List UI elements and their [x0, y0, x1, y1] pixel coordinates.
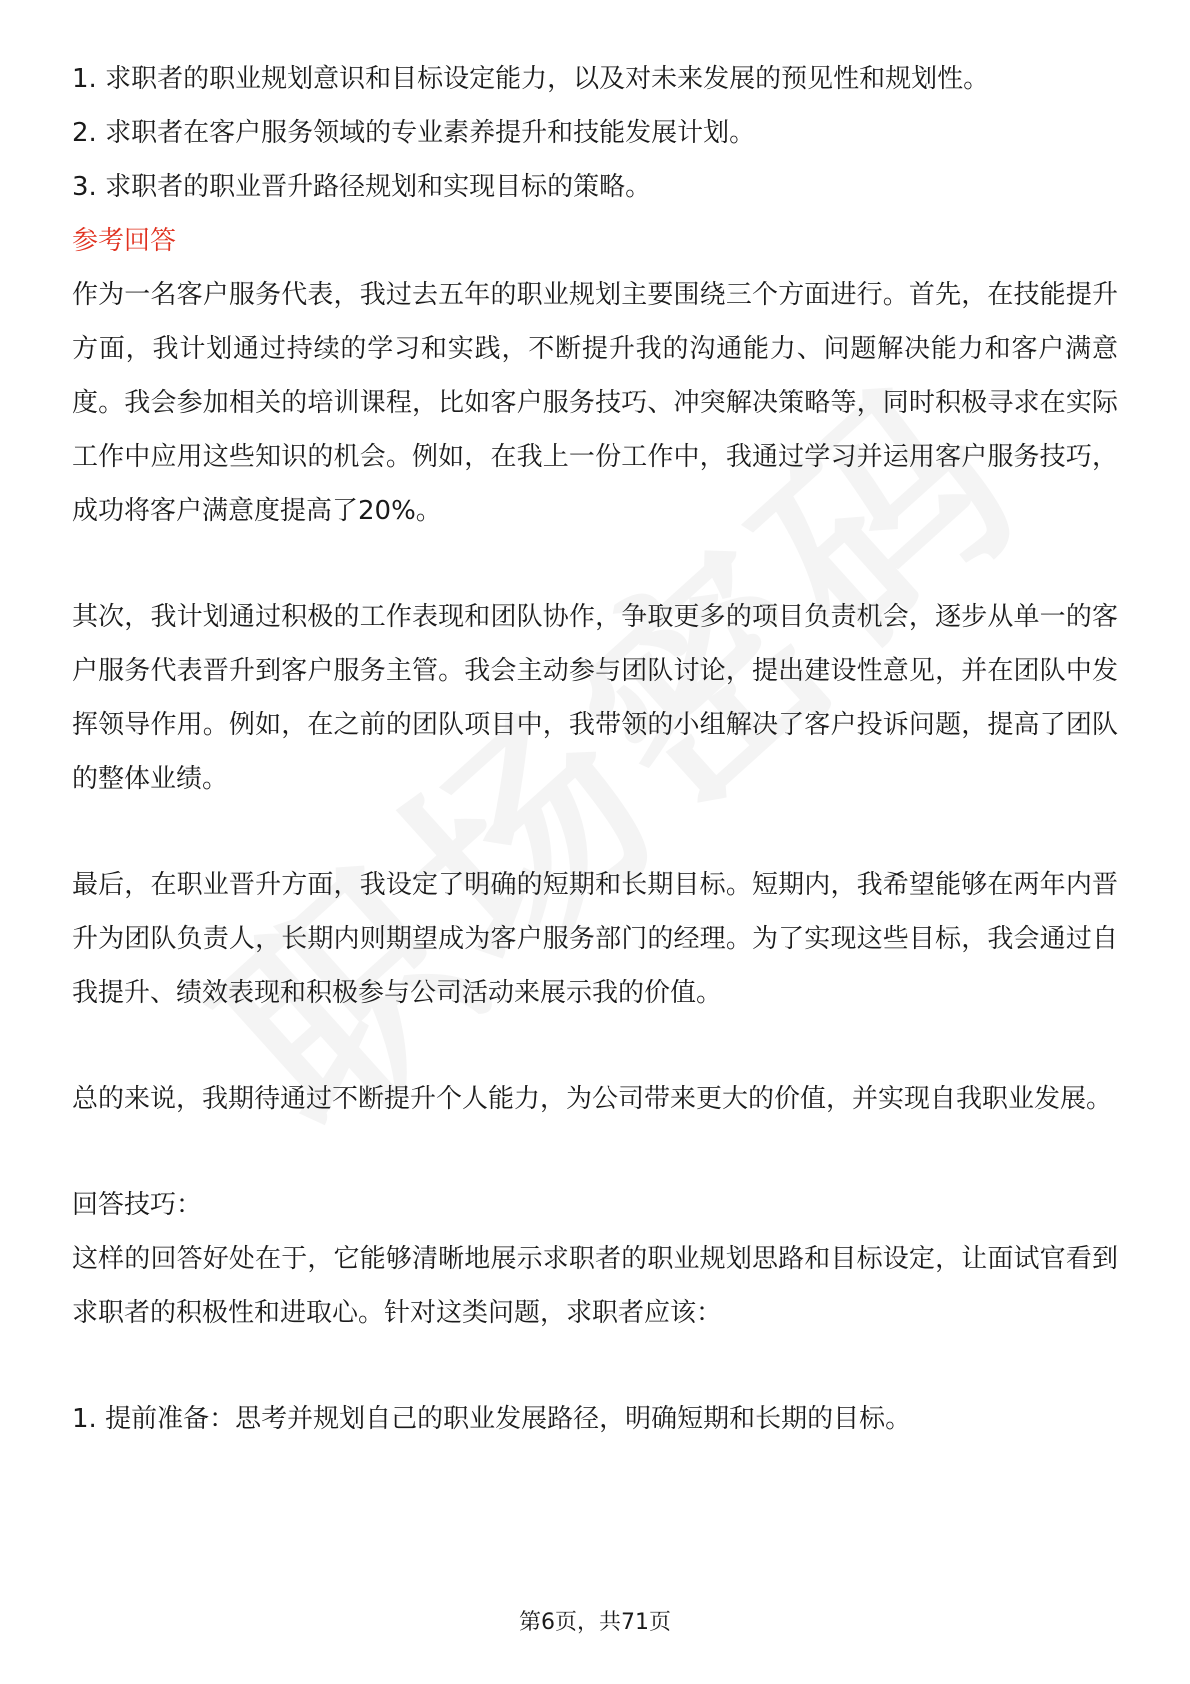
point-item: 3. 求职者的职业晋升路径规划和实现目标的策略。 [72, 172, 652, 202]
tips-intro: 这样的回答好处在于，它能够清晰地展示求职者的职业规划思路和目标设定，让面试官看到求职者的积极性和进取心。针对这类问题，求职者应该： [72, 1244, 1118, 1328]
answer-paragraph: 作为一名客户服务代表，我过去五年的职业规划主要围绕三个方面进行。首先，在技能提升方面，我计划通过持续的学习和实践，不断提升我的沟通能力、问题解决能力和客户满意度。我会参加相关的培训课程，比如客户服务技巧、冲突解决策略等，同时积极寻求在实际工作中应用这些知识的机会。例如，在我上一份工作中，我通过学习并运用客户服务技巧，成功将客户满意度提高了20%。 [72, 280, 1118, 526]
point-item: 2. 求职者在客户服务领域的专业素养提升和技能发展计划。 [72, 118, 756, 148]
point-item: 1. 求职者的职业规划意识和目标设定能力，以及对未来发展的预见性和规划性。 [72, 64, 990, 94]
reference-answer-heading: 参考回答 [72, 226, 177, 256]
answer-paragraph: 最后，在职业晋升方面，我设定了明确的短期和长期目标。短期内，我希望能够在两年内晋升为团队负责人，长期内则期望成为客户服务部门的经理。为了实现这些目标，我会通过自我提升、绩效表现和积极参与公司活动来展示我的价值。 [72, 870, 1118, 1008]
answer-paragraph: 总的来说，我期待通过不断提升个人能力，为公司带来更大的价值，并实现自我职业发展。 [72, 1084, 1113, 1114]
page-number: 第6页，共71页 [519, 1610, 671, 1635]
tip-item: 1. 提前准备：思考并规划自己的职业发展路径，明确短期和长期的目标。 [72, 1404, 912, 1434]
answer-paragraph: 其次，我计划通过积极的工作表现和团队协作，争取更多的项目负责机会，逐步从单一的客户服务代表晋升到客户服务主管。我会主动参与团队讨论，提出建设性意见，并在团队中发挥领导作用。例如，在之前的团队项目中，我带领的小组解决了客户投诉问题，提高了团队的整体业绩。 [72, 602, 1118, 794]
tips-heading: 回答技巧： [72, 1190, 203, 1220]
document-body [72, 52, 1118, 1446]
